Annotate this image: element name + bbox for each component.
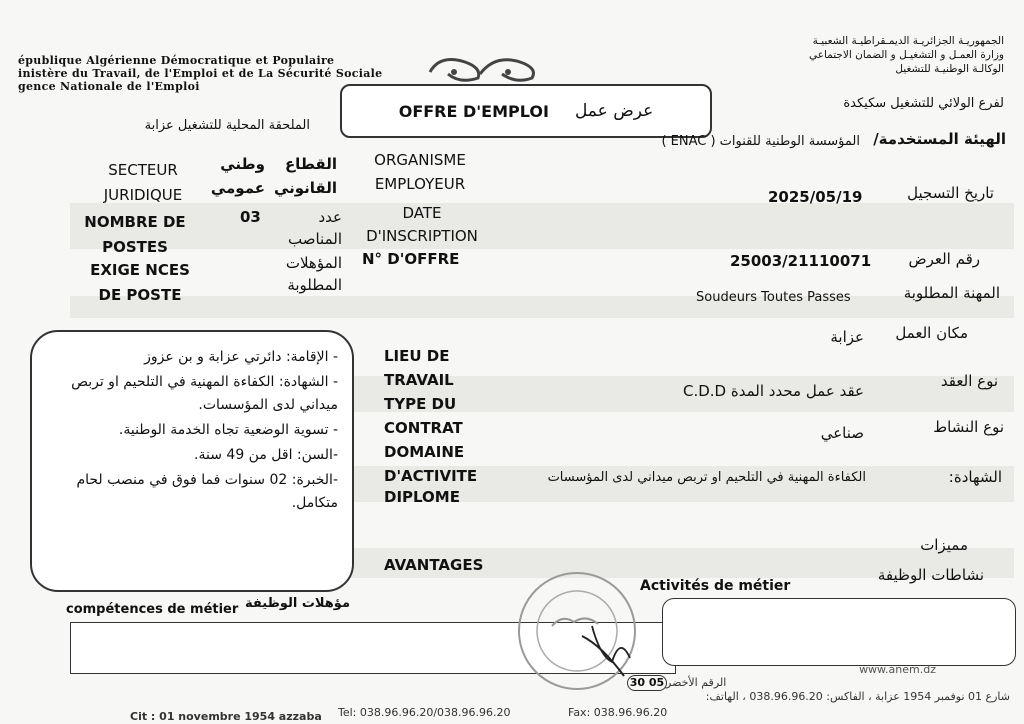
stamp-icon xyxy=(512,566,642,696)
header-ar-line3: الوكالـة الوطنيـة للتشغيل xyxy=(895,63,1004,75)
branch-ar: لفرع الولائي للتشغيل سكيكدة xyxy=(843,96,1004,111)
requirement-item: -الخبرة: 02 سنوات فما فوق في منصب لحام متكامل. xyxy=(76,472,338,511)
label-type-fr: TYPE DU CONTRAT xyxy=(384,395,463,437)
label-posts-ar: عدد المناصب xyxy=(288,208,342,248)
label-diplome-fr: DIPLOME xyxy=(384,488,460,506)
label-diploma-ar: الشهادة: xyxy=(948,468,1002,486)
value-employer: المؤسسة الوطنية للقنوات ( ENAC ) xyxy=(661,134,860,149)
label-employer-fr: ORGANISME EMPLOYEUR xyxy=(374,151,466,193)
label-employer-ar: الهيئة المستخدمة/ xyxy=(873,130,1006,148)
header-fr-line1: épublique Algérienne Démocratique et Populaire xyxy=(18,54,335,67)
label-advantages-ar: مميزات xyxy=(920,536,968,554)
anem-logo-icon xyxy=(420,48,560,88)
green-number: 30 05 xyxy=(627,675,667,691)
header-ar xyxy=(809,34,1004,76)
label-required-qual-ar: المؤهلات المطلوبة xyxy=(285,254,342,294)
value-posts: 03 xyxy=(240,208,261,226)
address-ar: شارع 01 نوفمبر 1954 عزابة ، الفاكس: 038.96.96.20 ، الهاتف: xyxy=(705,690,1010,703)
label-sector-ar: القطاع القانوني xyxy=(273,155,337,197)
requirement-item: - الإقامة: دائرتي عزابة و بن عزوز xyxy=(144,349,338,365)
header-fr-line3: gence Nationale de l'Emploi xyxy=(18,80,200,93)
label-activity-ar: نوع النشاط xyxy=(933,418,1004,436)
header-ar-line1: الجمهوريـة الجزائريـة الديمـقراطيـة الشعبيـة xyxy=(812,35,1004,47)
label-activites-fr: Activités de métier xyxy=(640,578,791,594)
title-ar: عرض عمل xyxy=(574,101,654,121)
requirements-box xyxy=(30,330,354,592)
label-offer-fr: N° D'OFFRE xyxy=(362,250,460,268)
label-profession-ar: المهنة المطلوبة xyxy=(903,284,1000,302)
title-fr: OFFRE D'EMPLOI xyxy=(398,101,549,121)
phone: Tel: 038.96.96.20/038.96.96.20 xyxy=(338,706,511,719)
label-job-activities-ar: نشاطات الوظيفة xyxy=(877,566,984,584)
title-box xyxy=(340,84,712,138)
header-ar-line2: وزارة العمـل و التشغيـل و الضمان الاجتماعي xyxy=(808,49,1004,61)
value-sector-ar: وطني عمومي xyxy=(210,155,265,197)
label-job-qual-ar: مؤهلات الوظيفة xyxy=(245,596,350,611)
label-offer-ar: رقم العرض xyxy=(908,250,980,268)
value-profession: Soudeurs Toutes Passes xyxy=(696,290,851,305)
value-contract: عقد عمل محدد المدة C.D.D xyxy=(682,382,864,400)
header-fr-line2: inistère du Travail, de l'Emploi et de La Sécurité Sociale xyxy=(18,67,383,80)
activities-box xyxy=(662,598,1016,666)
band-date xyxy=(70,203,1014,249)
value-workplace: عزابة xyxy=(830,328,864,346)
address-fr: Cit : 01 novembre 1954 azzaba xyxy=(130,710,322,723)
requirement-item: -السن: اقل من 49 سنة. xyxy=(194,447,338,463)
requirement-item: - الشهادة: الكفاءة المهنية في التلحيم او تربص ميداني لدى المؤسسات. xyxy=(71,374,338,413)
fax: Fax: 038.96.96.20 xyxy=(568,706,668,719)
label-competences-fr: compétences de métier xyxy=(66,602,239,617)
website: www.anem.dz xyxy=(859,663,936,676)
value-activity: صناعي xyxy=(820,424,864,442)
label-date-fr: DATE D'INSCRIPTION xyxy=(366,204,478,245)
label-workplace-ar: مكان العمل xyxy=(895,324,968,342)
label-posts-fr: NOMBRE DE POSTES xyxy=(84,213,186,256)
value-offer-no: 25003/21110071 xyxy=(730,252,872,270)
value-diploma: الكفاءة المهنية في التلحيم او تربص ميداني لدى المؤسسات xyxy=(547,470,866,485)
label-exige-fr: EXIGE NCES DE POSTE xyxy=(90,261,190,304)
label-domaine-fr: DOMAINE D'ACTIVITE xyxy=(384,443,478,485)
label-avantages-fr: AVANTAGES xyxy=(384,556,484,574)
label-lieu-fr: LIEU DE TRAVAIL xyxy=(384,347,454,389)
green-line-label: الرقم الأخضر xyxy=(666,676,727,689)
requirement-item: - تسوية الوضعية تجاه الخدمة الوطنية. xyxy=(118,422,338,438)
header-fr xyxy=(18,54,382,93)
value-reg-date: 2025/05/19 xyxy=(768,188,863,206)
local-ar: الملحقة المحلية للتشغيل عزابة xyxy=(144,118,310,133)
label-sector-fr: SECTEUR JURIDIQUE xyxy=(103,161,183,204)
label-contract-ar: نوع العقد xyxy=(940,372,998,390)
label-reg-date-ar: تاريخ التسجيل xyxy=(907,184,994,202)
band-profession xyxy=(70,296,1014,318)
